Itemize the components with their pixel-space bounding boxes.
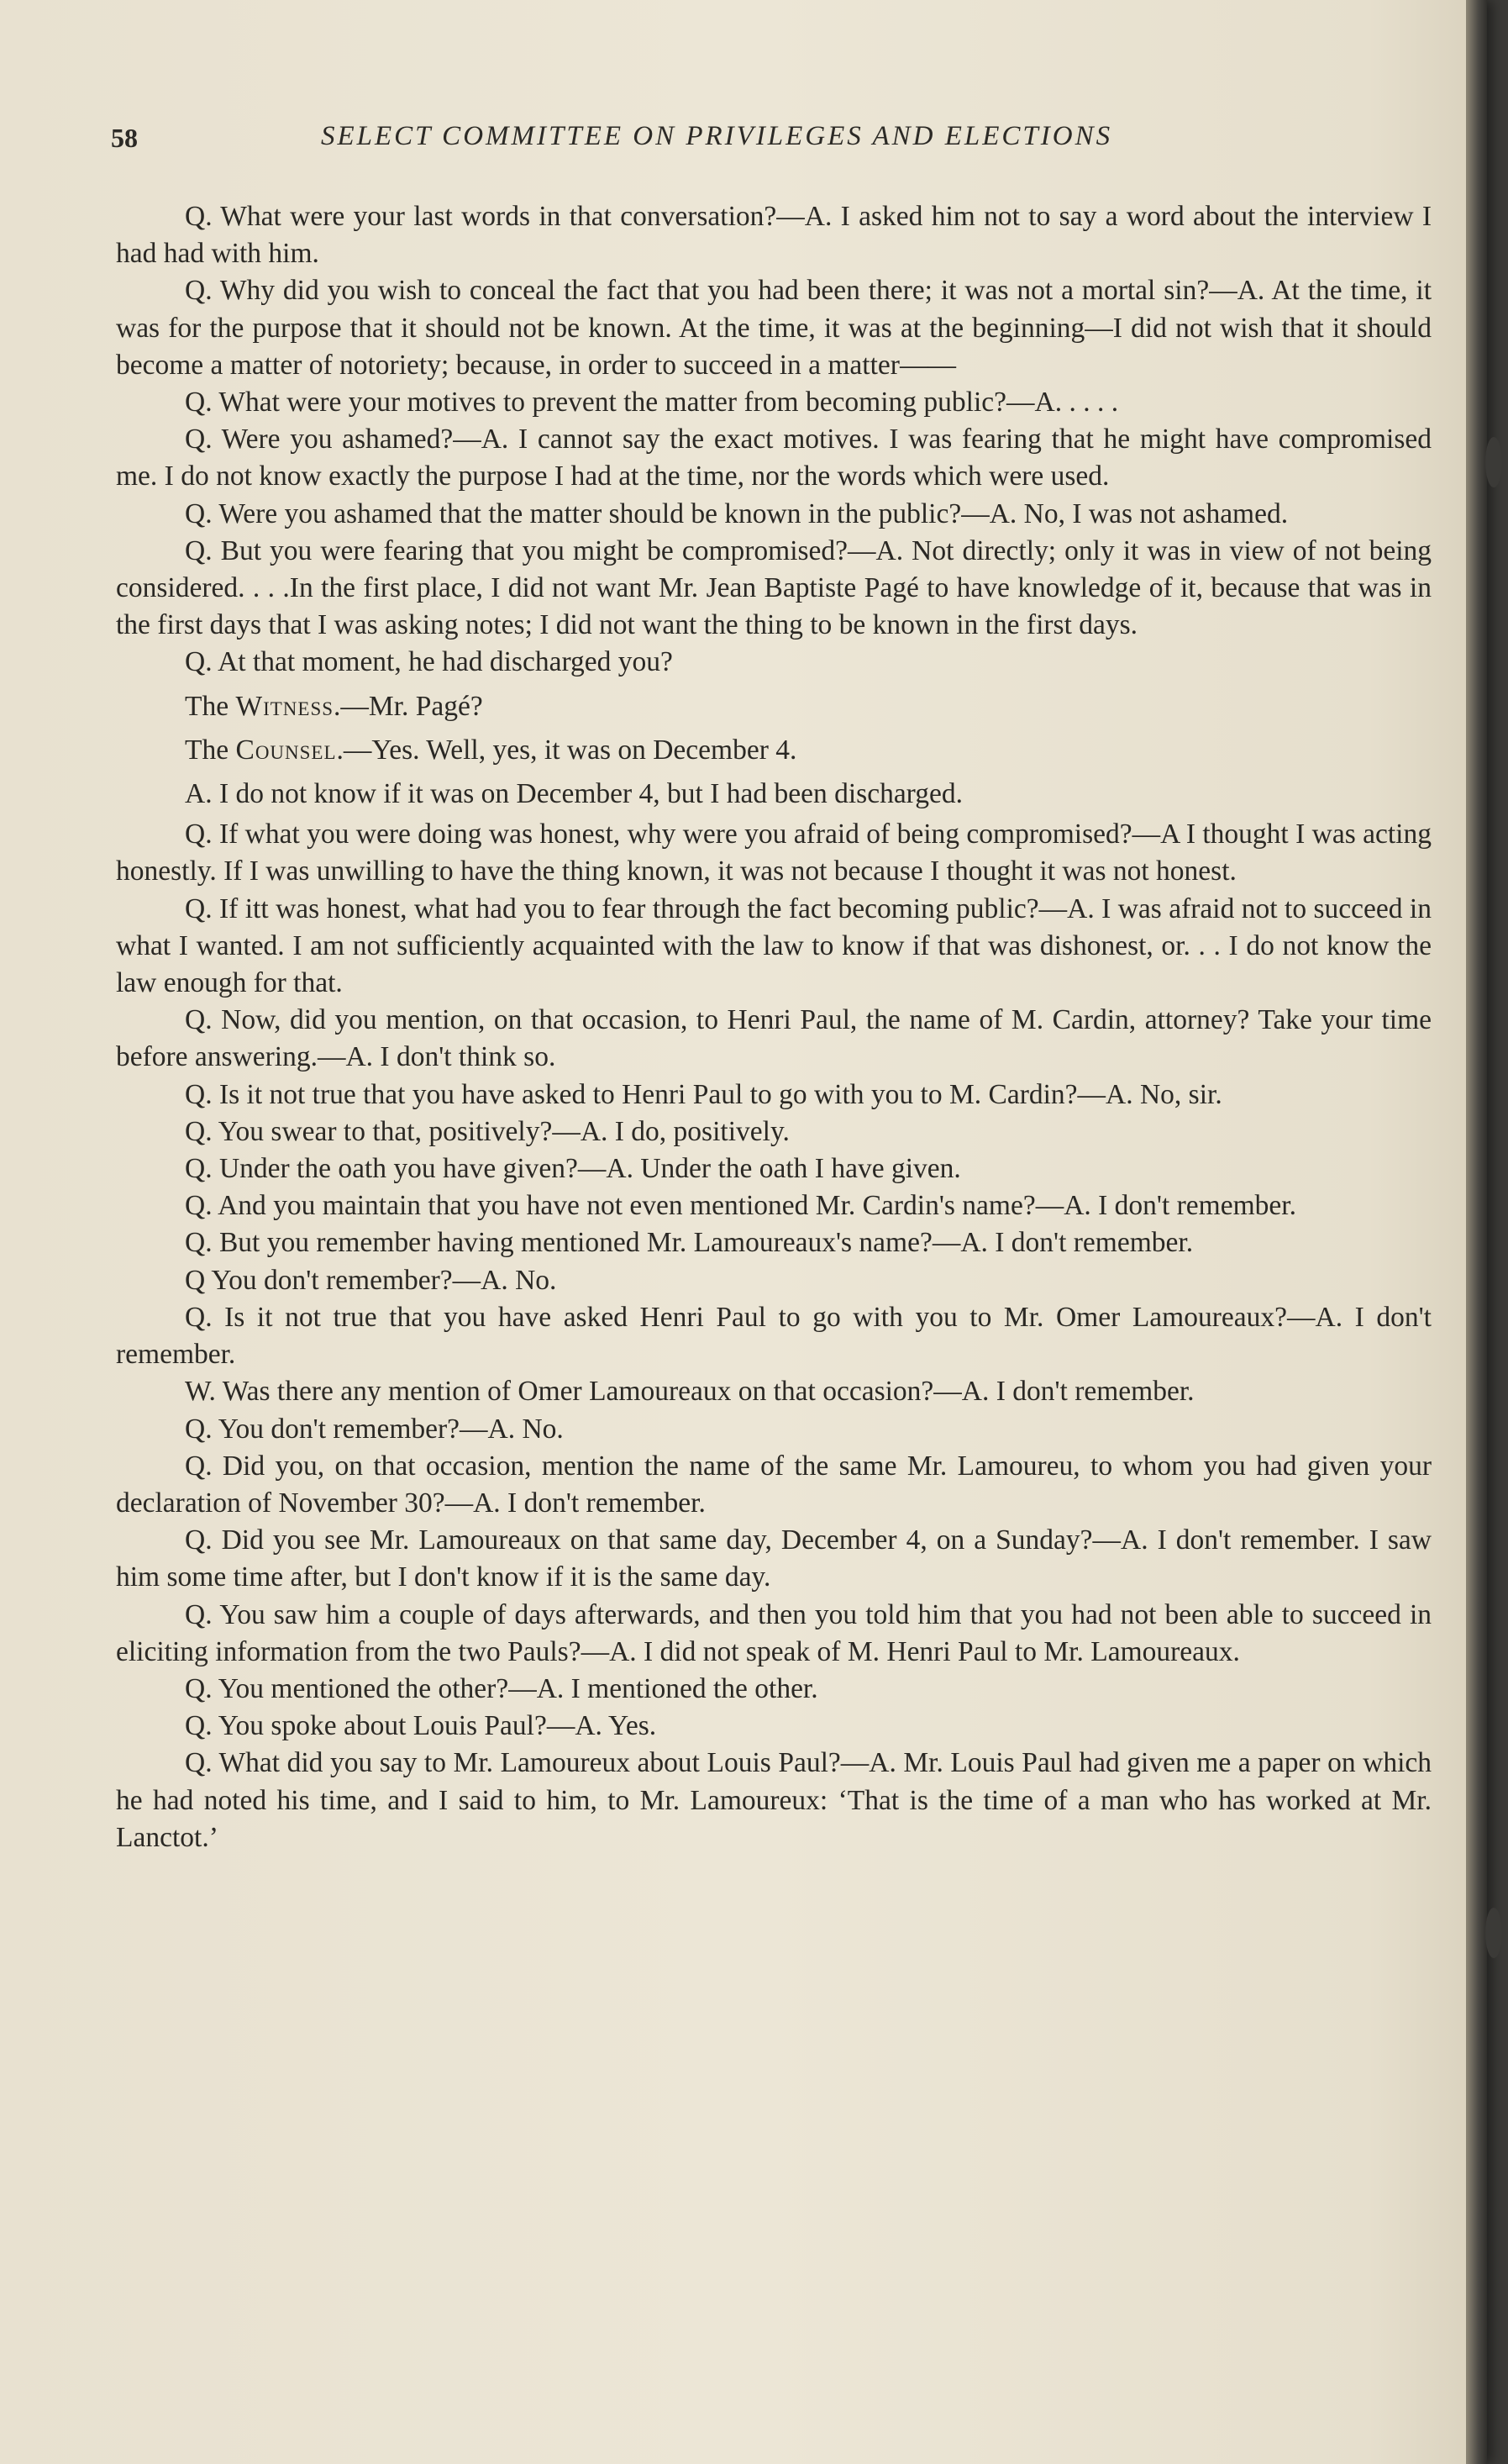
paragraph: Q. But you remember having mentioned Mr. Lamoureaux's name?—A. I don't remember. (185, 1227, 1194, 1259)
paragraph: Q. You swear to that, positively?—A. I do, positively. (185, 1115, 790, 1147)
paragraph: Q You don't remember?—A. No. (185, 1264, 557, 1296)
binding-hole-mark (1485, 1908, 1502, 1958)
paragraph: Q. What were your motives to prevent the matter from becoming public?—A. . . . . (185, 387, 1119, 419)
paragraph: Q. Were you ashamed that the matter should be known in the public?—A. No, I was not ashamed. (185, 498, 1289, 529)
page-header (111, 118, 1430, 160)
page-edge-shadow (1466, 0, 1487, 2464)
paragraph: Q. If what you were doing was honest, why were you afraid of being compromised?—A I thought I was acting honestly. If I was unwilling to have the thing known, it was not because I thought it was not honest. (116, 819, 1432, 887)
paragraph: Q. Were you ashamed?—A. I cannot say the exact motives. I was fearing that he might have compromised me. I do not know exactly the purpose I had at the time, nor the words which were used. (116, 424, 1432, 492)
paragraph: Q. If itt was honest, what had you to fear through the fact becoming public?—A. I was afraid not to succeed in what I wanted. I am not sufficiently acquainted with the law to know if that was dishonest, or. . . I do not know the law enough for that. (116, 892, 1432, 999)
paragraph: Q. What were your last words in that conversation?—A. I asked him not to say a word about the interview I had had with him. (116, 201, 1432, 270)
paragraph: Q. Is it not true that you have asked to Henri Paul to go with you to M. Cardin?—A. No, sir. (185, 1078, 1222, 1110)
paragraph: Q. But you were fearing that you might be compromised?—A. Not directly; only it was in view of not being considered. . . .In the first place, I did not want Mr. Jean Baptiste Pagé to have knowledge of it, because that was in the first days that I was asking notes; I did not want the thing to be known in the first days. (116, 534, 1432, 641)
paragraph: Q. You don't remember?—A. No. (185, 1413, 564, 1445)
paragraph: Q. Why did you wish to conceal the fact that you had been there; it was not a mortal sin?—A. At the time, it was for the purpose that it should not be known. At the time, it was at the beginning—I did not wish that it should become a matter of notoriety; because, in order to succeed in a matter—— (116, 275, 1432, 381)
page-number: 58 (111, 123, 138, 153)
paragraph: Q. You spoke about Louis Paul?—A. Yes. (185, 1710, 657, 1742)
paragraph: W. Was there any mention of Omer Lamoureaux on that occasion?—A. I don't remember. (185, 1376, 1195, 1408)
paragraph: Q. What did you say to Mr. Lamoureux about Louis Paul?—A. Mr. Louis Paul had given me a paper on which he had noted his time, and I said to him, to Mr. Lamoureux: ‘That is the time of a man who has worked at Mr. Lanctot.’ (116, 1747, 1432, 1853)
paragraph: Q. At that moment, he had discharged you? (185, 646, 673, 678)
paragraph: Q. Did you see Mr. Lamoureaux on that same day, December 4, on a Sunday?—A. I don't remember. I saw him some time after, but I don't know if it is the same day. (116, 1524, 1432, 1593)
paragraph: Q. Is it not true that you have asked Henri Paul to go with you to Mr. Omer Lamoureaux?—A. I don't remember. (116, 1301, 1432, 1371)
paragraph: Q. You saw him a couple of days afterwards, and then you told him that you had not been able to succeed in eliciting information from the two Pauls?—A. I did not speak of M. Henri Paul to Mr. Lamoureaux. (116, 1598, 1432, 1667)
counsel-line: The Counsel.—Yes. Well, yes, it was on December 4. (185, 734, 797, 766)
testimony-text (116, 198, 1432, 1856)
paragraph: Q. Under the oath you have given?—A. Under the oath I have given. (185, 1153, 961, 1185)
paragraph: Q. And you maintain that you have not even mentioned Mr. Cardin's name?—A. I don't remember. (185, 1190, 1296, 1222)
paragraph: Q. You mentioned the other?—A. I mentioned the other. (185, 1672, 818, 1704)
running-title: SELECT COMMITTEE ON PRIVILEGES AND ELECTIONS (321, 121, 1113, 151)
binding-hole-mark (1485, 437, 1502, 487)
paragraph: Q. Now, did you mention, on that occasion, to Henri Paul, the name of M. Cardin, attorney? Take your time before answering.—A. I don't think so. (116, 1004, 1432, 1073)
paragraph: A. I do not know if it was on December 4, but I had been discharged. (185, 778, 963, 810)
paragraph: Q. Did you, on that occasion, mention the name of the same Mr. Lamoureu, to whom you had given your declaration of November 30?—A. I don't remember. (116, 1450, 1432, 1519)
witness-line: The Witness.—Mr. Pagé? (185, 690, 483, 722)
